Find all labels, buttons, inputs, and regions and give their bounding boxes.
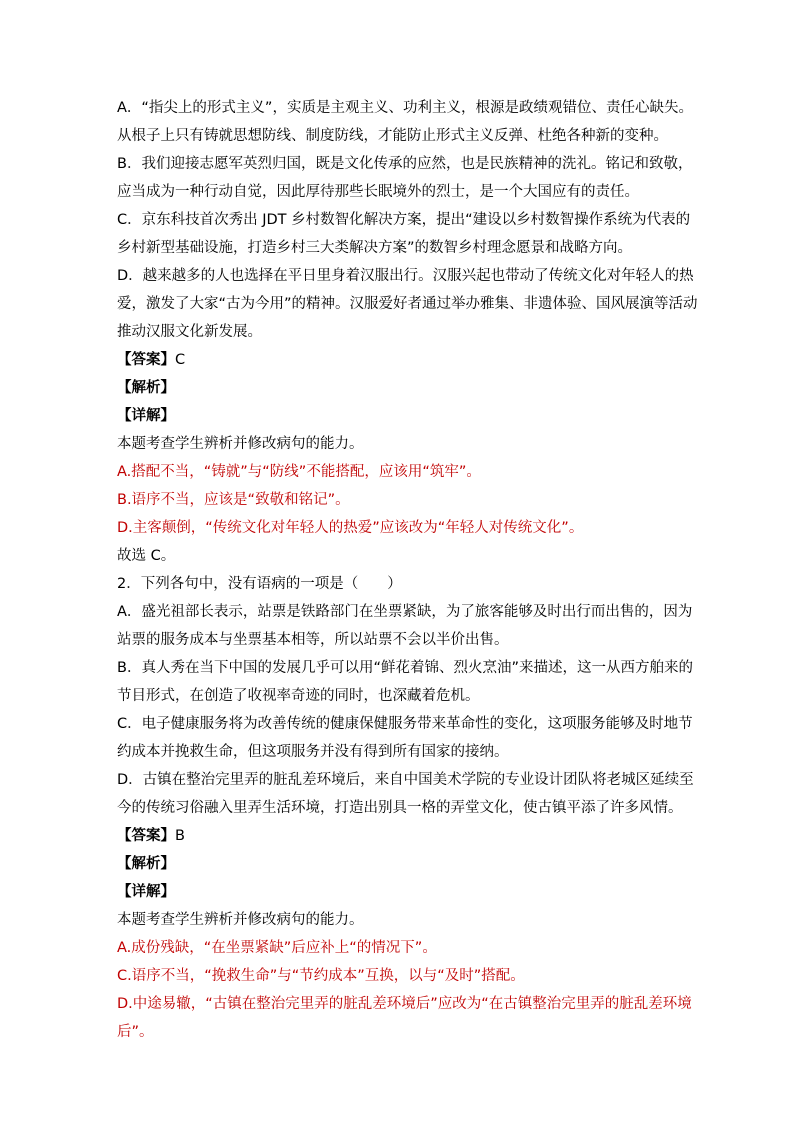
q1-explain-intro: 本题考查学生辨析并修改病句的能力。 [117,436,364,452]
q1-answer [117,346,683,374]
q2-option-b-line2: 节目形式，在创造了收视率奇迹的同时，也深藏着危机。 [117,688,480,704]
q1-option-a-line2: 从根子上只有铸就思想防线、制度防线，才能防止形式主义反弹、杜绝各种新的变种。 [117,128,668,144]
q2-explain-c: C.语序不当，“挽救生命”与“节约成本”互换，以与“及时”搭配。 [117,968,525,984]
q1-explain-d: D.主客颠倒，“传统文化对年轻人的热爱”应该改为“年轻人对传统文化”。 [117,520,584,536]
q1-option-a-line1: A．“指尖上的形式主义”，实质是主观主义、功利主义，根源是政绩观错位、责任心缺失。 [117,100,693,116]
q2-option-c-line1: C．电子健康服务将为改善传统的健康保健服务带来革命性的变化，这项服务能够及时地节 [117,716,693,732]
q2-answer [117,822,683,850]
q2-option-c-line2: 约成本并挽救生命，但这项服务并没有得到所有国家的接纳。 [117,744,509,760]
q1-option-d-line1: D．越来越多的人也选择在平日里身着汉服出行。汉服兴起也带动了传统文化对年轻人的热 [117,268,694,284]
q1-detail-label: 【详解】 [117,408,175,424]
document-content [117,94,698,1046]
q2-option-a-line1: A．盛光祖部长表示，站票是铁路部门在坐票紧缺，为了旅客能够及时出行而出售的，因为 [117,604,693,620]
q2-explain-a: A.成份残缺，“在坐票紧缺”后应补上“的情况下”。 [117,940,437,956]
q2-stem: 2．下列各句中，没有语病的一项是（ ） [117,576,402,592]
q2-option-d-line2: 今的传统习俗融入里弄生活环境，打造出别具一格的弄堂文化，使古镇平添了许多风情。 [117,800,683,816]
q1-option-b-line2: 应当成为一种行动自觉，因此厚待那些长眠境外的烈士，是一个大国应有的责任。 [117,184,639,200]
q2-explain-intro: 本题考查学生辨析并修改病句的能力。 [117,912,364,928]
q1-conclusion: 故选 C。 [117,548,176,564]
q2-analysis-label: 【解析】 [117,856,175,872]
q1-option-d-line2: 爱，激发了大家“古为今用”的精神。汉服爱好者通过举办雅集、非遗体验、国风展演等活动 [117,296,698,312]
q2-option-a-line2: 站票的服务成本与坐票基本相等，所以站票不会以半价出售。 [117,632,509,648]
q1-option-d-line3: 推动汉服文化新发展。 [117,324,262,340]
q2-explain-d-line2: 后”。 [117,1024,154,1040]
q1-option-c-line1: C．京东科技首次秀出 JDT 乡村数智化解决方案，提出“建设以乡村数智操作系统为代表的 [117,212,691,228]
answer-value: C [175,352,186,368]
answer-label: 【答案】 [117,352,175,368]
q2-detail-label: 【详解】 [117,884,175,900]
q1-option-b-line1: B．我们迎接志愿军英烈归国，既是文化传承的应然，也是民族精神的洗礼。铭记和致敬， [117,156,693,172]
q2-option-b-line1: B．真人秀在当下中国的发展几乎可以用“鲜花着锦、烈火烹油”来描述，这一从西方舶来的 [117,660,693,676]
q1-explain-a: A.搭配不当，“铸就”与“防线”不能搭配，应该用“筑牢”。 [117,464,481,480]
q2-option-d-line1: D．古镇在整治完里弄的脏乱差环境后，来自中国美术学院的专业设计团队将老城区延续至 [117,772,694,788]
q1-analysis-label: 【解析】 [117,380,175,396]
q2-explain-d-line1: D.中途易辙，“古镇在整治完里弄的脏乱差环境后”应改为“在古镇整治完里弄的脏乱差环境 [117,996,692,1012]
answer-label: 【答案】 [117,828,175,844]
answer-value: B [175,828,185,844]
q1-explain-b: B.语序不当，应该是“致敬和铭记”。 [117,492,350,508]
q1-option-c-line2: 乡村新型基础设施，打造乡村三大类解决方案”的数智乡村理念愿景和战略方向。 [117,240,633,256]
